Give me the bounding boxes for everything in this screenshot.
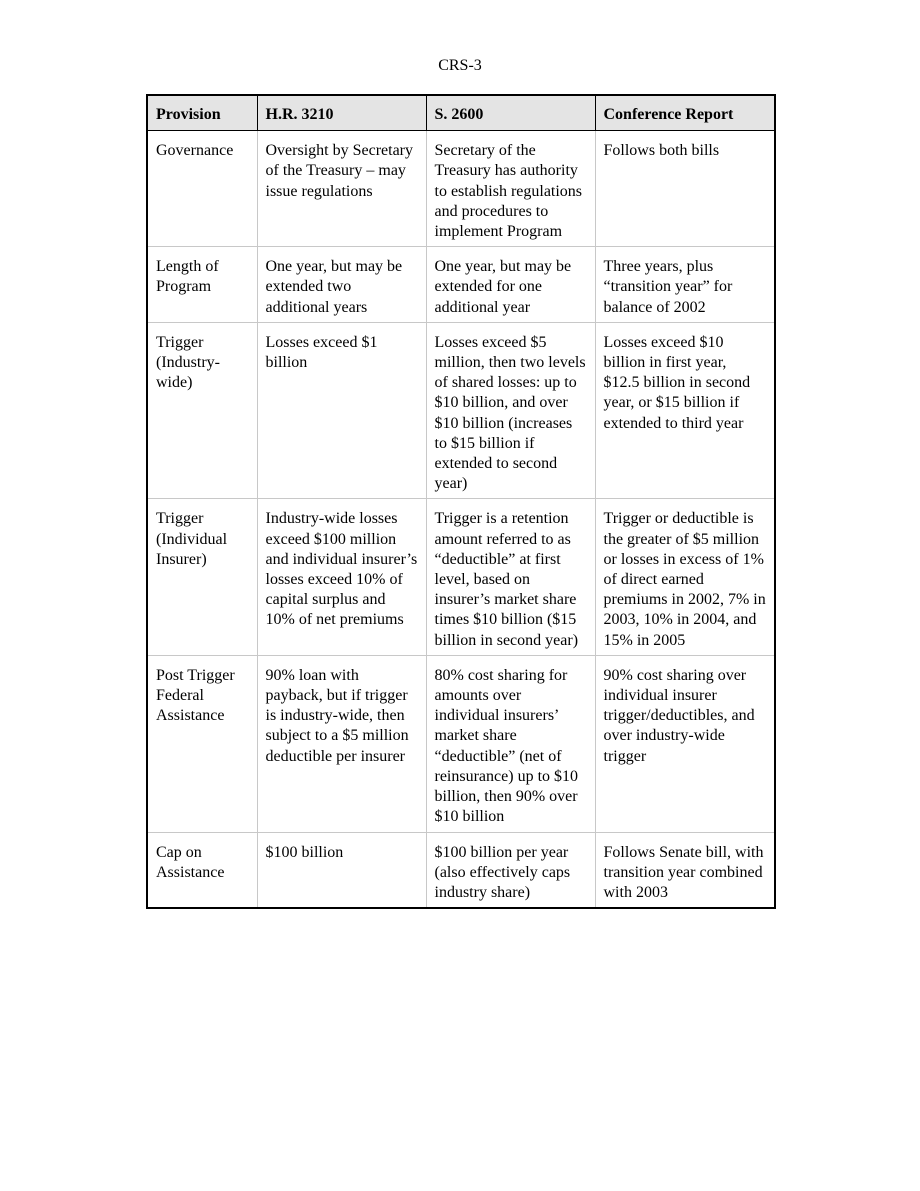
column-header-s2600: S. 2600 — [426, 95, 595, 131]
table-row-cap-on-assistance — [147, 832, 775, 908]
cell-provision: Trigger (Individual Insurer) — [147, 499, 257, 655]
column-header-provision: Provision — [147, 95, 257, 131]
cell-conference: Trigger or deductible is the greater of $5 million or losses in excess of 1% of direct earned premiums in 2002, 7% in 2003, 10% in 2004, and 15% in 2005 — [595, 499, 775, 655]
cell-hr3210: Industry-wide losses exceed $100 million and individual insurer’s losses exceed 10% of capital surplus and 10% of net premiums — [257, 499, 426, 655]
cell-s2600: Losses exceed $5 million, then two levels of shared losses: up to $10 billion, and over $10 billion (increases to $15 billion if extended to second year) — [426, 322, 595, 499]
table-row-governance — [147, 131, 775, 247]
cell-provision: Cap on Assistance — [147, 832, 257, 908]
table-row-length-of-program — [147, 247, 775, 323]
cell-provision: Post Trigger Federal Assistance — [147, 655, 257, 832]
cell-hr3210: 90% loan with payback, but if trigger is industry-wide, then subject to a $5 million deductible per insurer — [257, 655, 426, 832]
cell-hr3210: $100 billion — [257, 832, 426, 908]
cell-conference: Losses exceed $10 billion in first year, $12.5 billion in second year, or $15 billion if extended to third year — [595, 322, 775, 499]
table-row-trigger-industry-wide — [147, 322, 775, 499]
cell-hr3210: Losses exceed $1 billion — [257, 322, 426, 499]
cell-conference: Follows both bills — [595, 131, 775, 247]
cell-conference: Follows Senate bill, with transition year combined with 2003 — [595, 832, 775, 908]
column-header-conference-report: Conference Report — [595, 95, 775, 131]
cell-hr3210: Oversight by Secretary of the Treasury – may issue regulations — [257, 131, 426, 247]
cell-s2600: One year, but may be extended for one additional year — [426, 247, 595, 323]
cell-conference: 90% cost sharing over individual insurer trigger/deductibles, and over industry-wide trigger — [595, 655, 775, 832]
comparison-table — [146, 94, 776, 909]
cell-provision: Length of Program — [147, 247, 257, 323]
cell-s2600: $100 billion per year (also effectively caps industry share) — [426, 832, 595, 908]
cell-provision: Governance — [147, 131, 257, 247]
cell-s2600: Trigger is a retention amount referred to as “deductible” at first level, based on insurer’s market share times $10 billion ($15 billion in second year) — [426, 499, 595, 655]
cell-provision: Trigger (Industry-wide) — [147, 322, 257, 499]
cell-conference: Three years, plus “transition year” for balance of 2002 — [595, 247, 775, 323]
cell-hr3210: One year, but may be extended two additional years — [257, 247, 426, 323]
cell-s2600: Secretary of the Treasury has authority to establish regulations and procedures to implement Program — [426, 131, 595, 247]
column-header-hr3210: H.R. 3210 — [257, 95, 426, 131]
table-row-post-trigger-assistance — [147, 655, 775, 832]
table-row-trigger-individual-insurer — [147, 499, 775, 655]
table-header-row — [147, 95, 775, 131]
cell-s2600: 80% cost sharing for amounts over individual insurers’ market share “deductible” (net of reinsurance) up to $10 billion, then 90% over $10 billion — [426, 655, 595, 832]
page-header: CRS-3 — [438, 57, 482, 74]
